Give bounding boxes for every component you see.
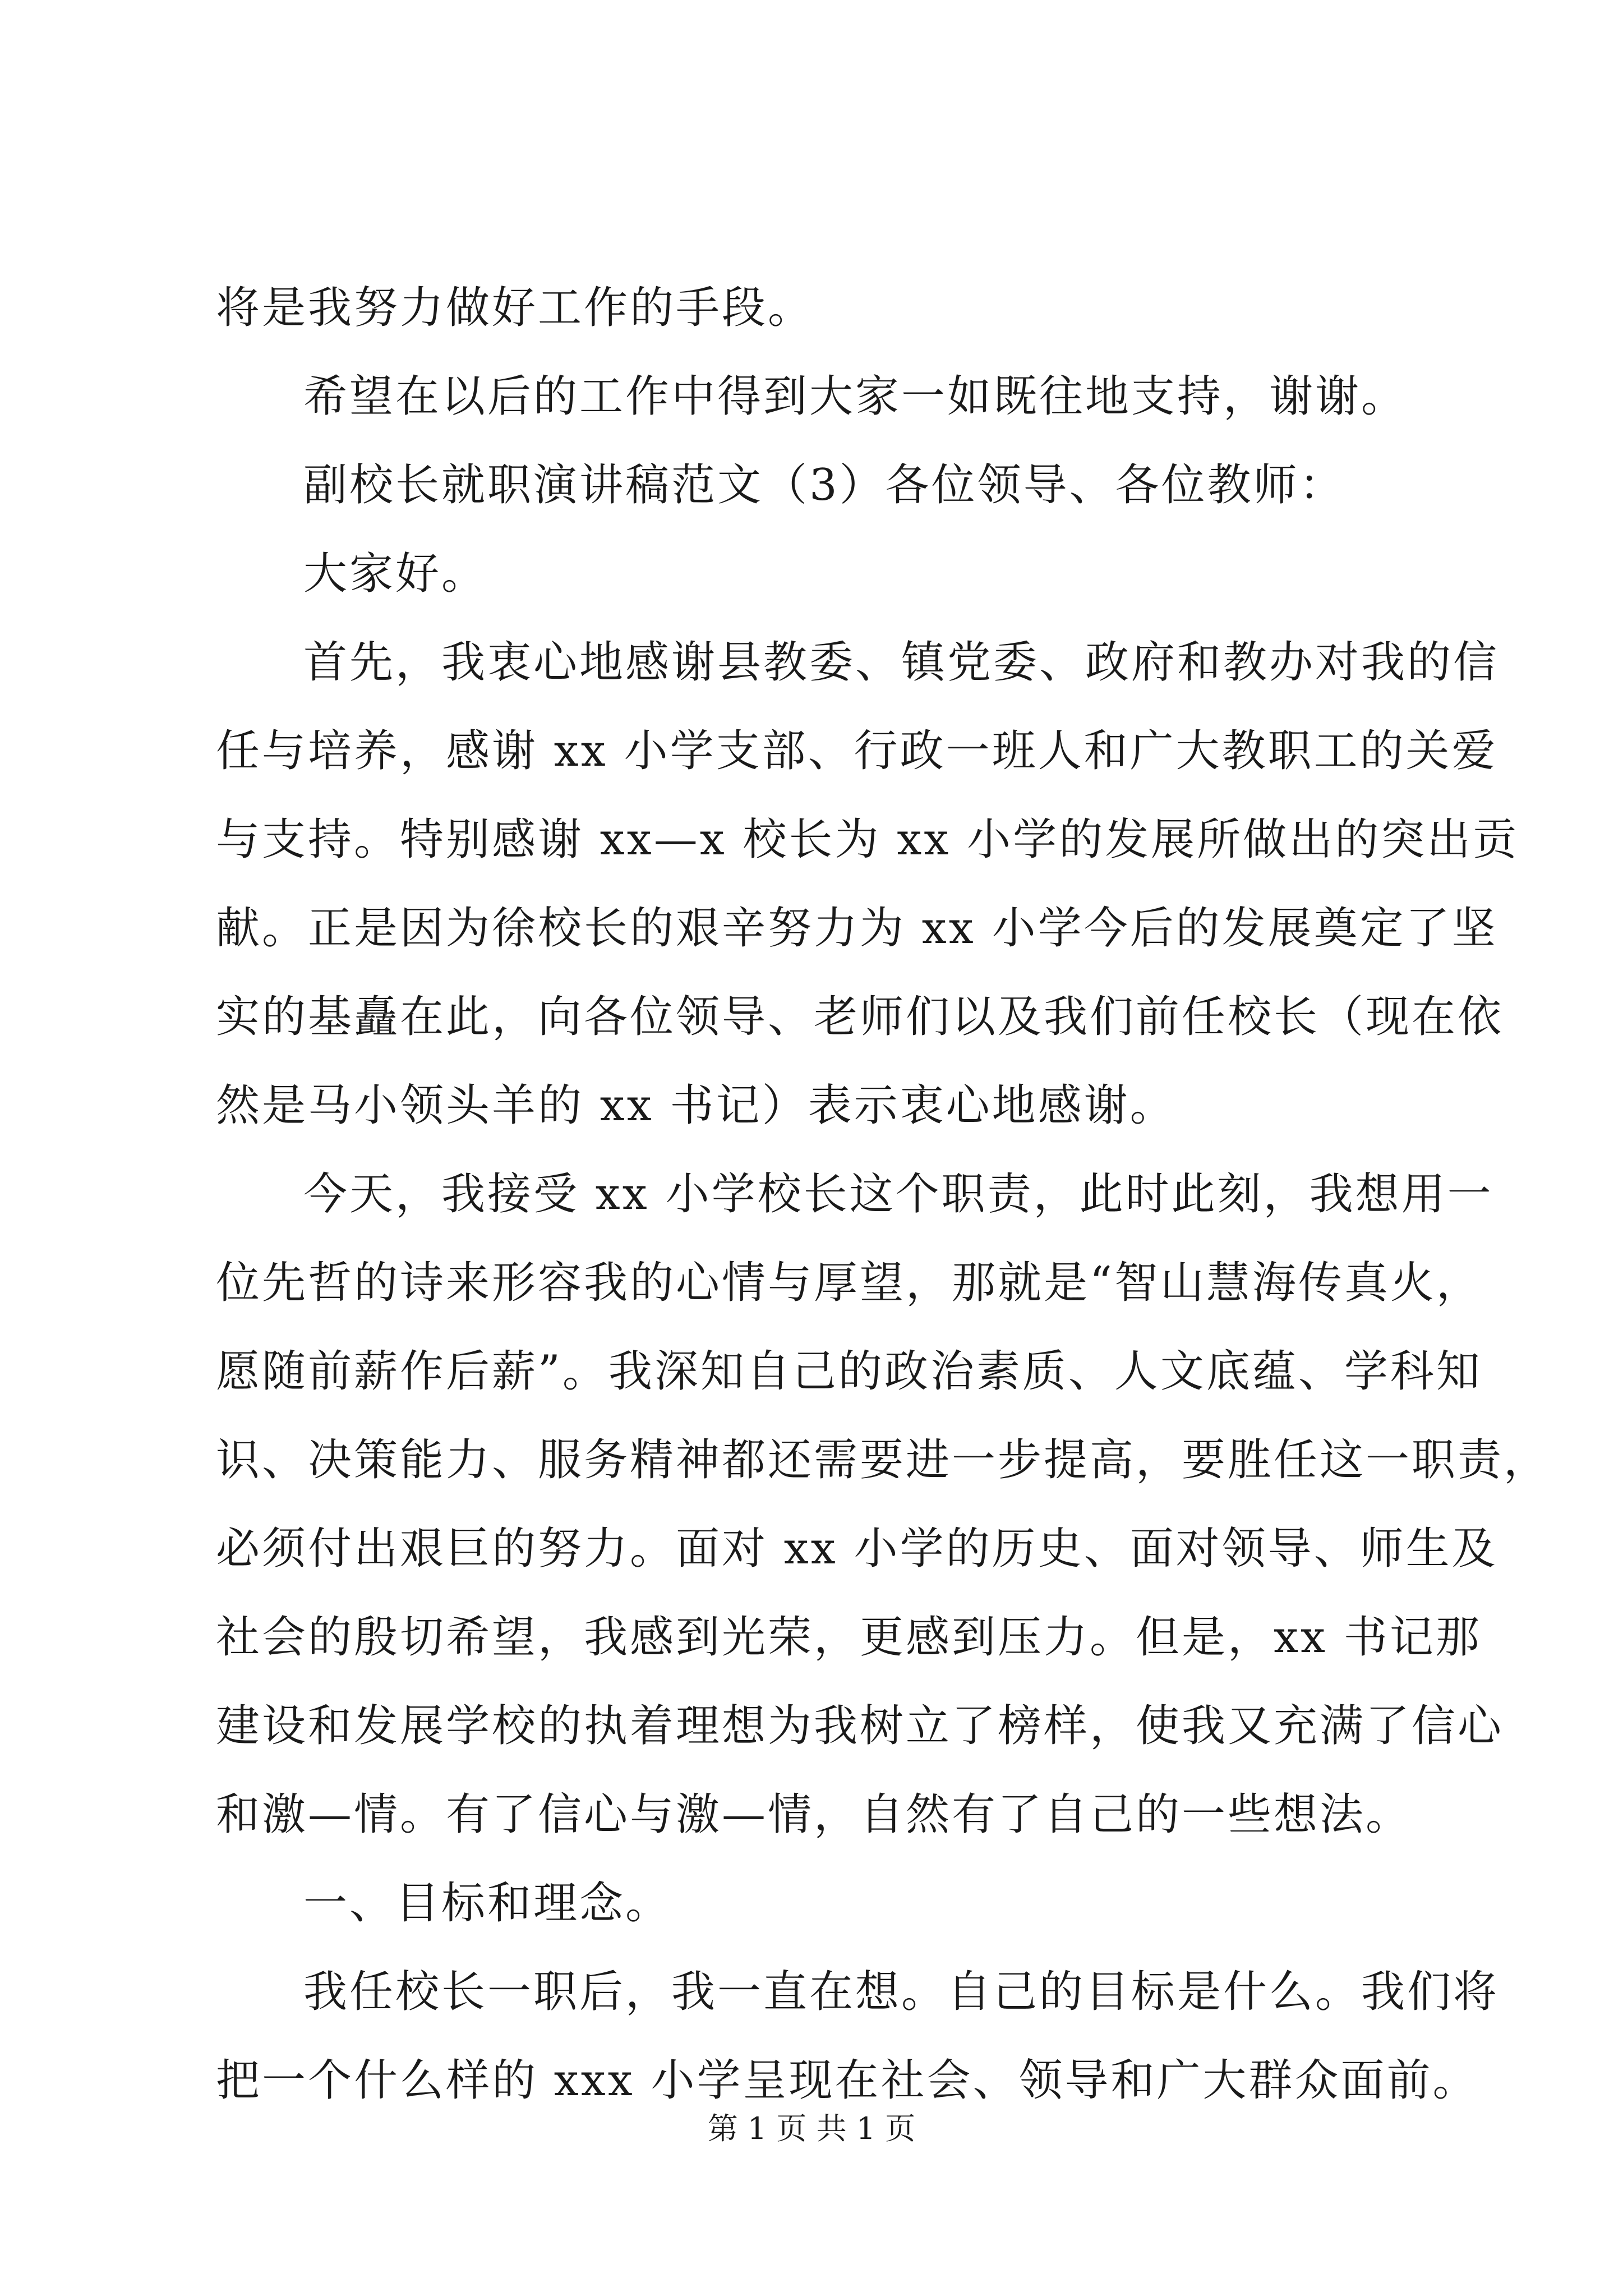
page-footer [0, 2109, 1623, 2148]
text-line: 识、决策能力、服务精神都还需要进一步提高，要胜任这一职责， [216, 1435, 1550, 1485]
greeting-line: 大家好。 [303, 549, 488, 599]
text-line: 把一个什么样的 xxx 小学呈现在社会、领导和广大群众面前。 [216, 2055, 1479, 2106]
text-line: 任与培养，感谢 xx 小学支部、行政一班人和广大教职工的关爱 [216, 726, 1498, 776]
page-number: 第 1 页 共 1 页 [707, 2111, 916, 2146]
text-line: 今天，我接受 xx 小学校长这个职责，此时此刻，我想用一 [303, 1169, 1493, 1220]
text-line: 和激—情。有了信心与激—情，自然有了自己的一些想法。 [216, 1789, 1412, 1840]
text-line: 必须付出艰巨的努力。面对 xx 小学的历史、面对领导、师生及 [216, 1524, 1498, 1574]
text-line: 首先，我衷心地感谢县教委、镇党委、政府和教办对我的信 [303, 637, 1500, 688]
section-heading: 副校长就职演讲稿范文（3）各位领导、各位教师： [303, 460, 1345, 510]
text-line: 献。正是因为徐校长的艰辛努力为 xx 小学今后的发展奠定了坚 [216, 903, 1498, 954]
text-line: 希望在以后的工作中得到大家一如既往地支持，谢谢。 [303, 371, 1408, 422]
subheading-line: 一、目标和理念。 [303, 1878, 672, 1929]
text-line: 将是我努力做好工作的手段。 [216, 283, 814, 333]
text-line: 与支持。特别感谢 xx—x 校长为 xx 小学的发展所做出的突出贡 [216, 815, 1519, 865]
text-line: 位先哲的诗来形容我的心情与厚望，那就是“智山慧海传真火， [216, 1258, 1482, 1308]
text-line: 社会的殷切希望，我感到光荣，更感到压力。但是，xx 书记那 [216, 1612, 1482, 1663]
text-line: 愿随前薪作后薪”。我深知自己的政治素质、人文底蕴、学科知 [216, 1346, 1482, 1397]
document-body [216, 264, 1550, 2125]
text-line: 建设和发展学校的执着理想为我树立了榜样，使我又充满了信心 [216, 1701, 1504, 1751]
text-line: 实的基矗在此，向各位领导、老师们以及我们前任校长（现在依 [216, 992, 1504, 1042]
text-line: 我任校长一职后，我一直在想。自己的目标是什么。我们将 [303, 1967, 1500, 2017]
text-line: 然是马小领头羊的 xx 书记）表示衷心地感谢。 [216, 1080, 1176, 1131]
